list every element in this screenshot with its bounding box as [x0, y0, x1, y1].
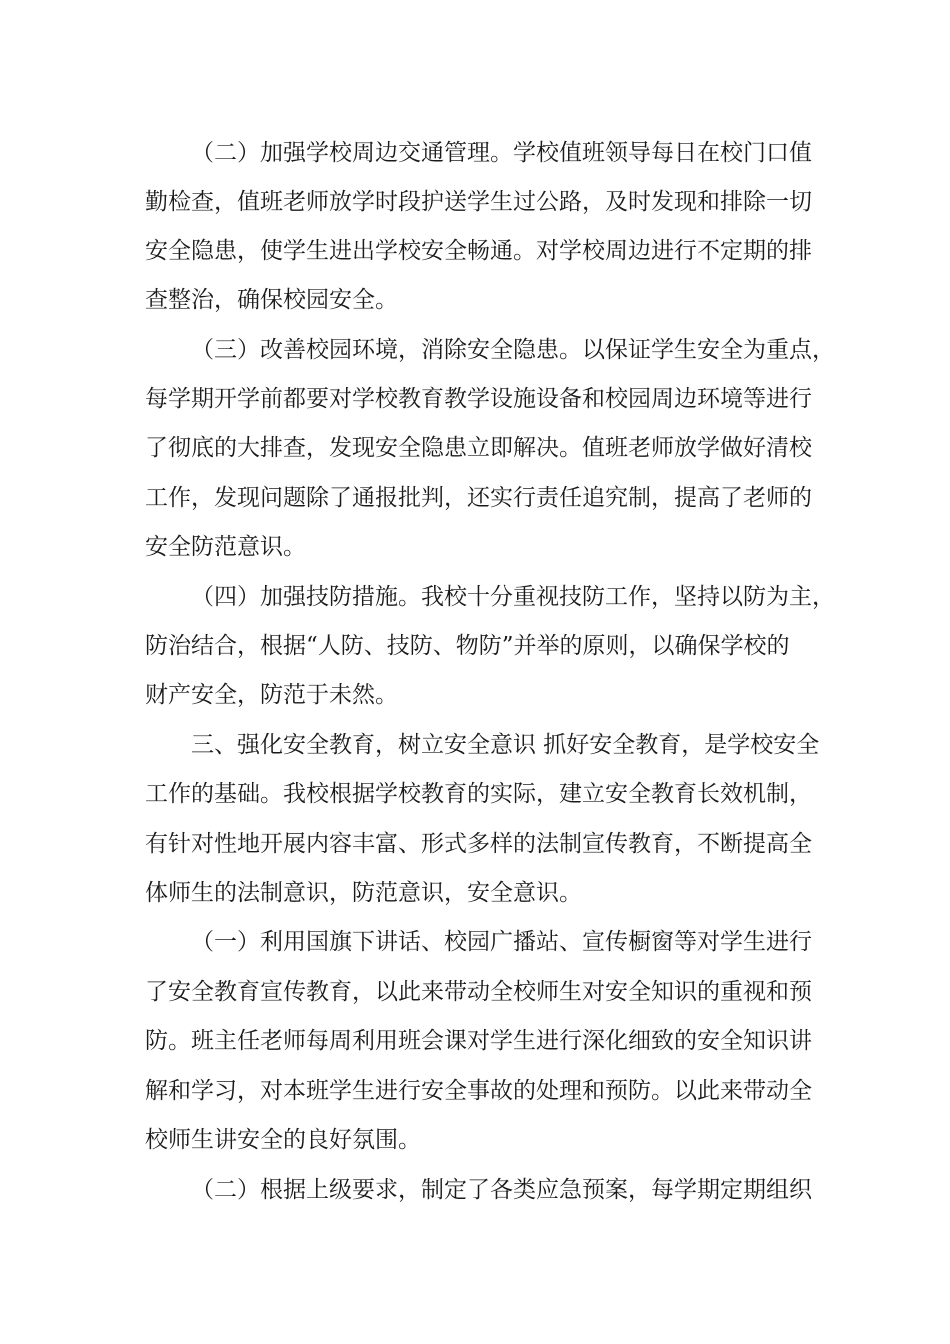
paragraph-line: 查整治，确保校园安全。	[145, 287, 398, 313]
paragraph-line: 勤检查，值班老师放学时段护送学生过公路，及时发现和排除一切	[145, 189, 812, 215]
paragraph-line: 有针对性地开展内容丰富、形式多样的法制宣传教育，不断提高全	[145, 831, 812, 857]
paragraph-line: 防。班主任老师每周利用班会课对学生进行深化细致的安全知识讲	[145, 1028, 812, 1054]
paragraph-line: 工作，发现问题除了通报批判，还实行责任追究制，提高了老师的	[145, 485, 812, 511]
paragraph-line: 每学期开学前都要对学校教育教学设施设备和校园周边环境等进行	[145, 386, 812, 412]
paragraph-line: 财产安全，防范于未然。	[145, 682, 398, 708]
paragraph-line: （四）加强技防措施。我校十分重视技防工作，坚持以防为主，	[191, 584, 835, 610]
paragraph-line: 安全防范意识。	[145, 534, 306, 560]
paragraph-line: 校师生讲安全的良好氛围。	[145, 1127, 421, 1153]
paragraph-line: 防治结合，根据“人防、技防、物防”并举的原则，以确保学校的	[145, 633, 790, 659]
paragraph-line: 安全隐患，使学生进出学校安全畅通。对学校周边进行不定期的排	[145, 238, 812, 264]
paragraph-line: 了安全教育宣传教育，以此来带动全校师生对安全知识的重视和预	[145, 979, 812, 1005]
paragraph-line: （三）改善校园环境，消除安全隐患。以保证学生安全为重点，	[191, 337, 835, 363]
paragraph-line: 解和学习，对本班学生进行安全事故的处理和预防。以此来带动全	[145, 1078, 812, 1104]
paragraph-line: （二）加强学校周边交通管理。学校值班领导每日在校门口值	[191, 140, 812, 166]
paragraph-line: （二）根据上级要求，制定了各类应急预案，每学期定期组织	[191, 1177, 812, 1203]
paragraph-line: 三、强化安全教育，树立安全意识 抓好安全教育，是学校安全	[191, 732, 820, 758]
paragraph-line: （一）利用国旗下讲话、校园广播站、宣传橱窗等对学生进行	[191, 929, 812, 955]
paragraph-line: 体师生的法制意识，防范意识，安全意识。	[145, 880, 582, 906]
paragraph-line: 工作的基础。我校根据学校教育的实际，建立安全教育长效机制，	[145, 781, 812, 807]
paragraph-line: 了彻底的大排查，发现安全隐患立即解决。值班老师放学做好清校	[145, 435, 812, 461]
